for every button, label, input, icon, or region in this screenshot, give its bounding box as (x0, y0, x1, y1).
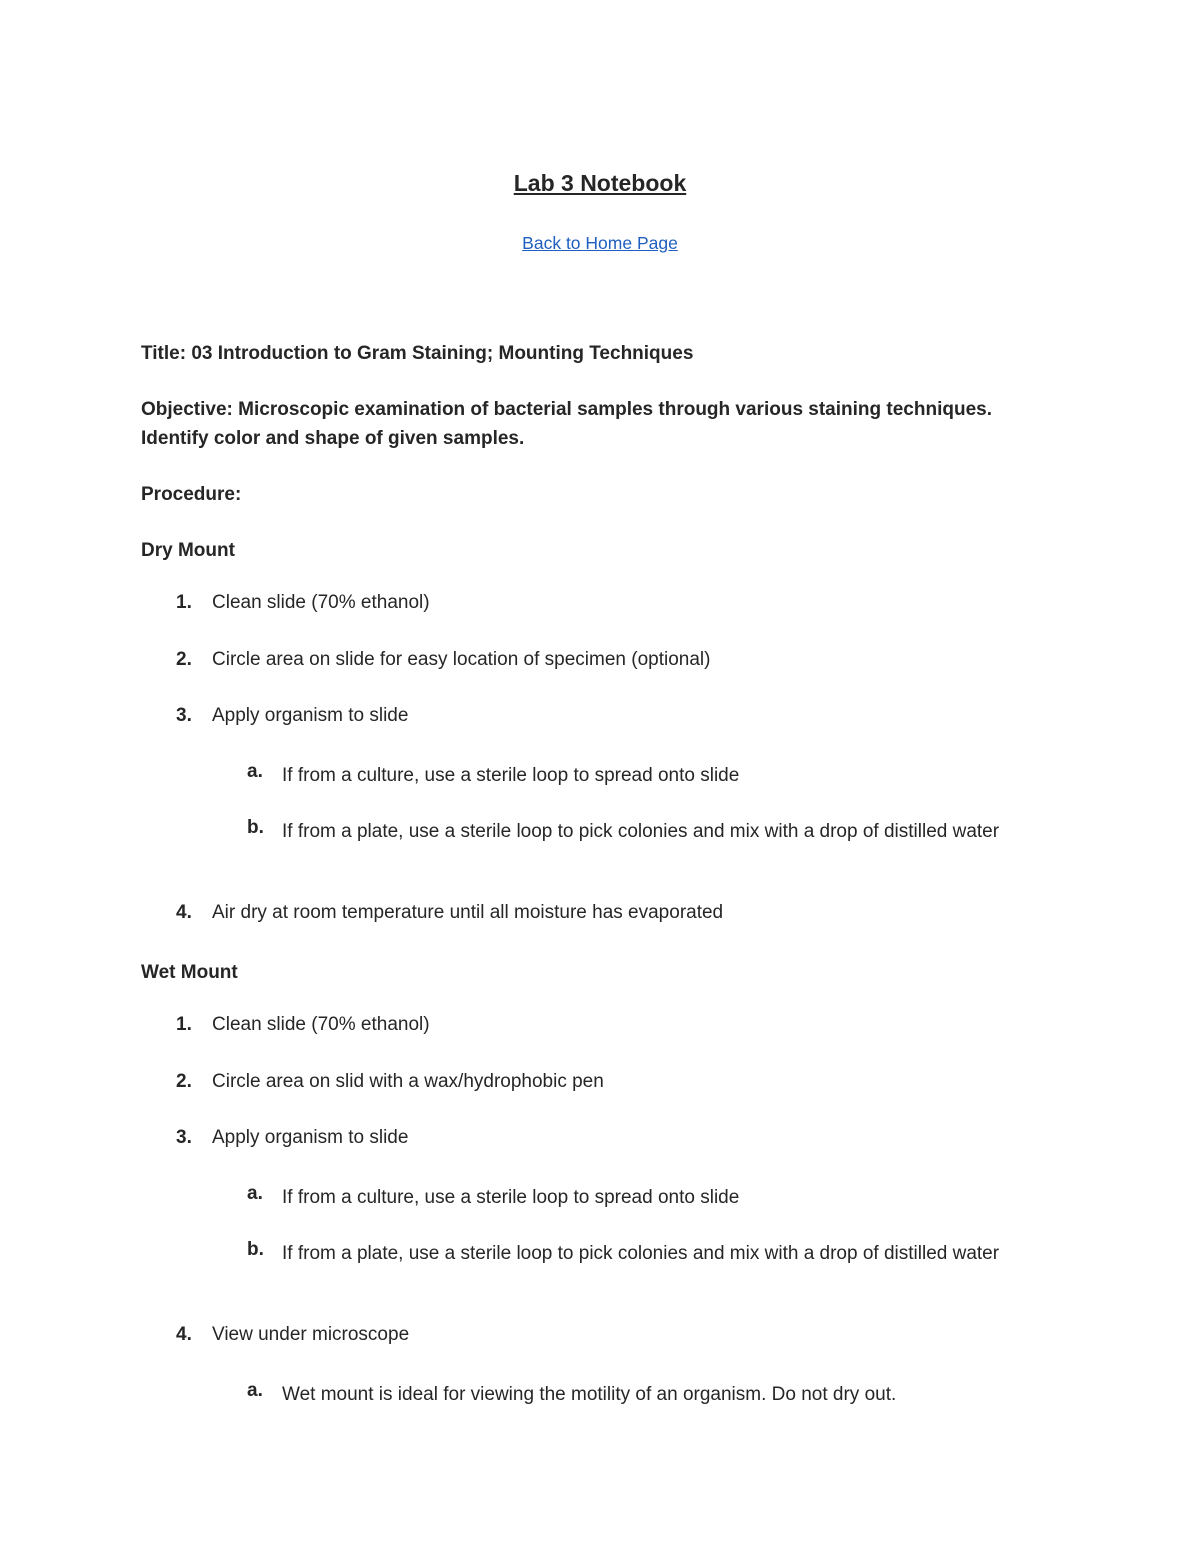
list-text: View under microscope (212, 1324, 410, 1345)
list-text: Apply organism to slide (212, 1127, 409, 1148)
list-text: Apply organism to slide (212, 705, 409, 726)
list-number: 4. (176, 1324, 192, 1345)
list-item (0, 649, 1200, 679)
list-item (0, 1127, 1200, 1157)
list-number: 3. (176, 1127, 192, 1148)
sub-list-text: If from a plate, use a sterile loop to pick colonies and mix with a drop of distilled water (282, 1243, 1000, 1264)
sub-list-letter: a. (247, 1183, 263, 1204)
sub-list-text: If from a culture, use a sterile loop to spread onto slide (282, 1187, 740, 1208)
sub-list-text: If from a plate, use a sterile loop to pick colonies and mix with a drop of distilled water (282, 821, 1000, 842)
home-page-link-row (0, 233, 1200, 254)
sub-list-item (0, 817, 1200, 877)
list-item (0, 1324, 1200, 1354)
back-to-home-link[interactable]: Back to Home Page (522, 233, 678, 253)
procedure-heading: Procedure: (141, 484, 242, 505)
dry-mount-heading: Dry Mount (141, 540, 235, 561)
sub-list-item (0, 1183, 1200, 1213)
sub-list-item (0, 761, 1200, 791)
list-number: 1. (176, 1014, 192, 1035)
list-text: Circle area on slid with a wax/hydrophobic pen (212, 1071, 604, 1092)
list-item (0, 705, 1200, 735)
lab-title-line: Title: 03 Introduction to Gram Staining; Mounting Techniques (141, 343, 694, 364)
sub-list-text: Wet mount is ideal for viewing the motility of an organism. Do not dry out. (282, 1384, 897, 1405)
list-number: 1. (176, 592, 192, 613)
list-text: Clean slide (70% ethanol) (212, 592, 430, 613)
wet-mount-heading: Wet Mount (141, 962, 238, 983)
sub-list-letter: b. (247, 817, 264, 838)
list-number: 3. (176, 705, 192, 726)
list-item (0, 902, 1200, 932)
list-item (0, 1071, 1200, 1101)
sub-list-letter: a. (247, 1380, 263, 1401)
list-number: 2. (176, 649, 192, 670)
list-number: 2. (176, 1071, 192, 1092)
sub-list-letter: b. (247, 1239, 264, 1260)
list-text: Air dry at room temperature until all moisture has evaporated (212, 902, 724, 923)
list-number: 4. (176, 902, 192, 923)
list-text: Clean slide (70% ethanol) (212, 1014, 430, 1035)
sub-list-letter: a. (247, 761, 263, 782)
sub-list-item (0, 1380, 1200, 1410)
page-title: Lab 3 Notebook (513, 170, 687, 196)
list-text: Circle area on slide for easy location of specimen (optional) (212, 649, 711, 670)
sub-list-text: If from a culture, use a sterile loop to spread onto slide (282, 765, 740, 786)
objective-line-1: Objective: Microscopic examination of bacterial samples through various staining techniques. (141, 399, 992, 420)
sub-list-item (0, 1239, 1200, 1299)
list-item (0, 592, 1200, 622)
list-item (0, 1014, 1200, 1044)
objective-line-2: Identify color and shape of given samples. (141, 428, 525, 449)
